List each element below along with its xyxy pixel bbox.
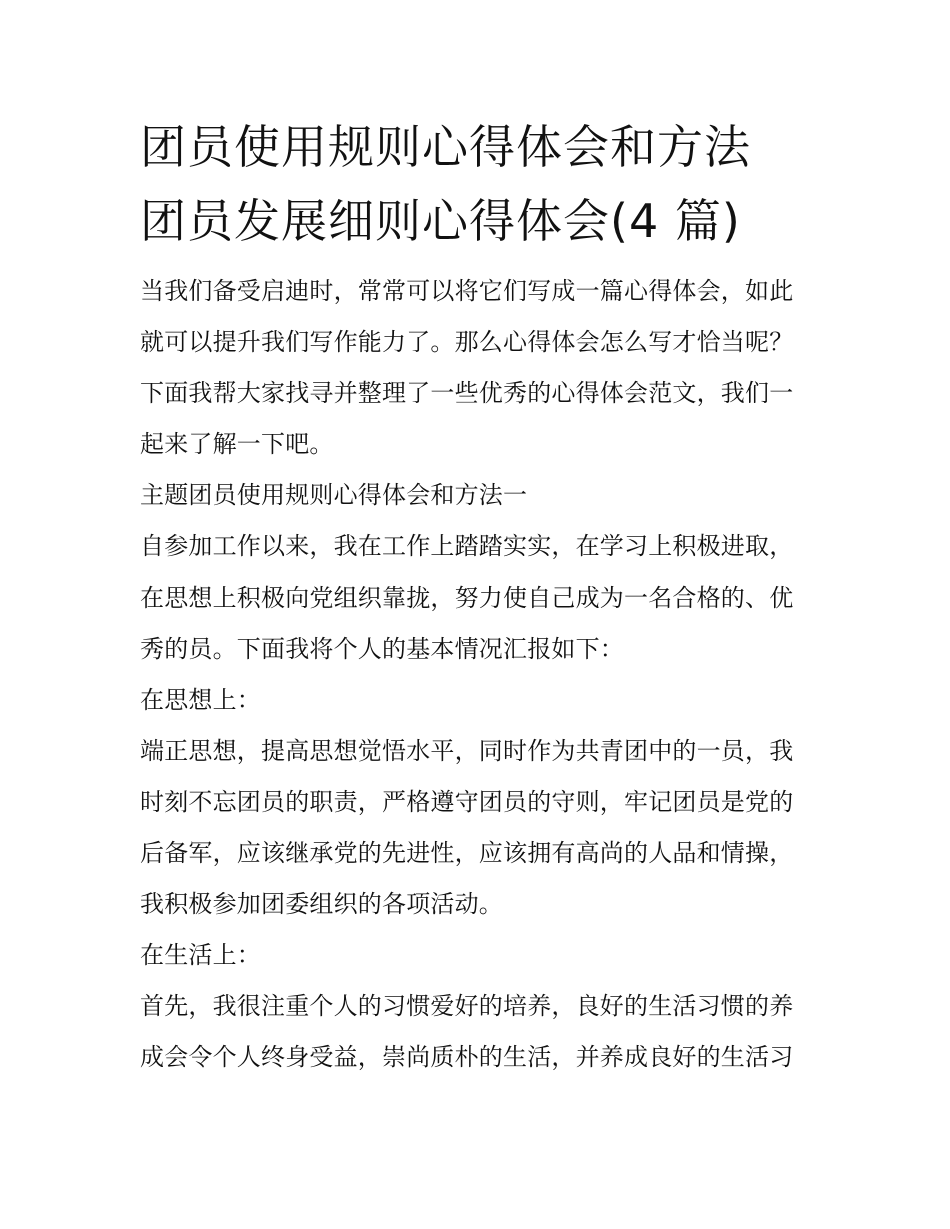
body-line: 后备军，应该继承党的先进性，应该拥有高尚的人品和情操， xyxy=(140,839,794,868)
body-line: 在思想上积极向党组织靠拢，努力使自己成为一名合格的、优 xyxy=(140,583,794,612)
body-line: 首先，我很注重个人的习惯爱好的培养，良好的生活习惯的养 xyxy=(140,992,794,1021)
body-line: 我积极参加团委组织的各项活动。 xyxy=(140,890,503,919)
body-line: 当我们备受启迪时，常常可以将它们写成一篇心得体会，如此 xyxy=(140,277,794,305)
body-line: 起来了解一下吧。 xyxy=(140,430,334,459)
subheading: 在生活上： xyxy=(140,941,261,970)
title-line: 团员发展细则心得体会(4 篇) xyxy=(140,194,741,248)
body-line: 成会令个人终身受益，崇尚质朴的生活，并养成良好的生活习 xyxy=(140,1043,794,1072)
subheading: 在思想上： xyxy=(140,685,261,714)
body-line: 时刻不忘团员的职责，严格遵守团员的守则，牢记团员是党的 xyxy=(140,787,794,816)
body-line: 就可以提升我们写作能力了。那么心得体会怎么写才恰当呢？ xyxy=(140,328,794,357)
body-line: 端正思想，提高思想觉悟水平，同时作为共青团中的一员，我 xyxy=(140,736,794,765)
body-line: 秀的员。下面我将个人的基本情况汇报如下： xyxy=(140,634,624,663)
document-page xyxy=(140,110,812,1084)
section-heading: 主题团员使用规则心得体会和方法一 xyxy=(140,481,528,510)
body-line: 下面我帮大家找寻并整理了一些优秀的心得体会范文，我们一 xyxy=(140,379,794,408)
document-title xyxy=(140,110,812,258)
document-body xyxy=(140,266,812,1084)
body-line: 自参加工作以来，我在工作上踏踏实实，在学习上积极进取， xyxy=(140,532,794,561)
title-line: 团员使用规则心得体会和方法 xyxy=(140,120,751,174)
